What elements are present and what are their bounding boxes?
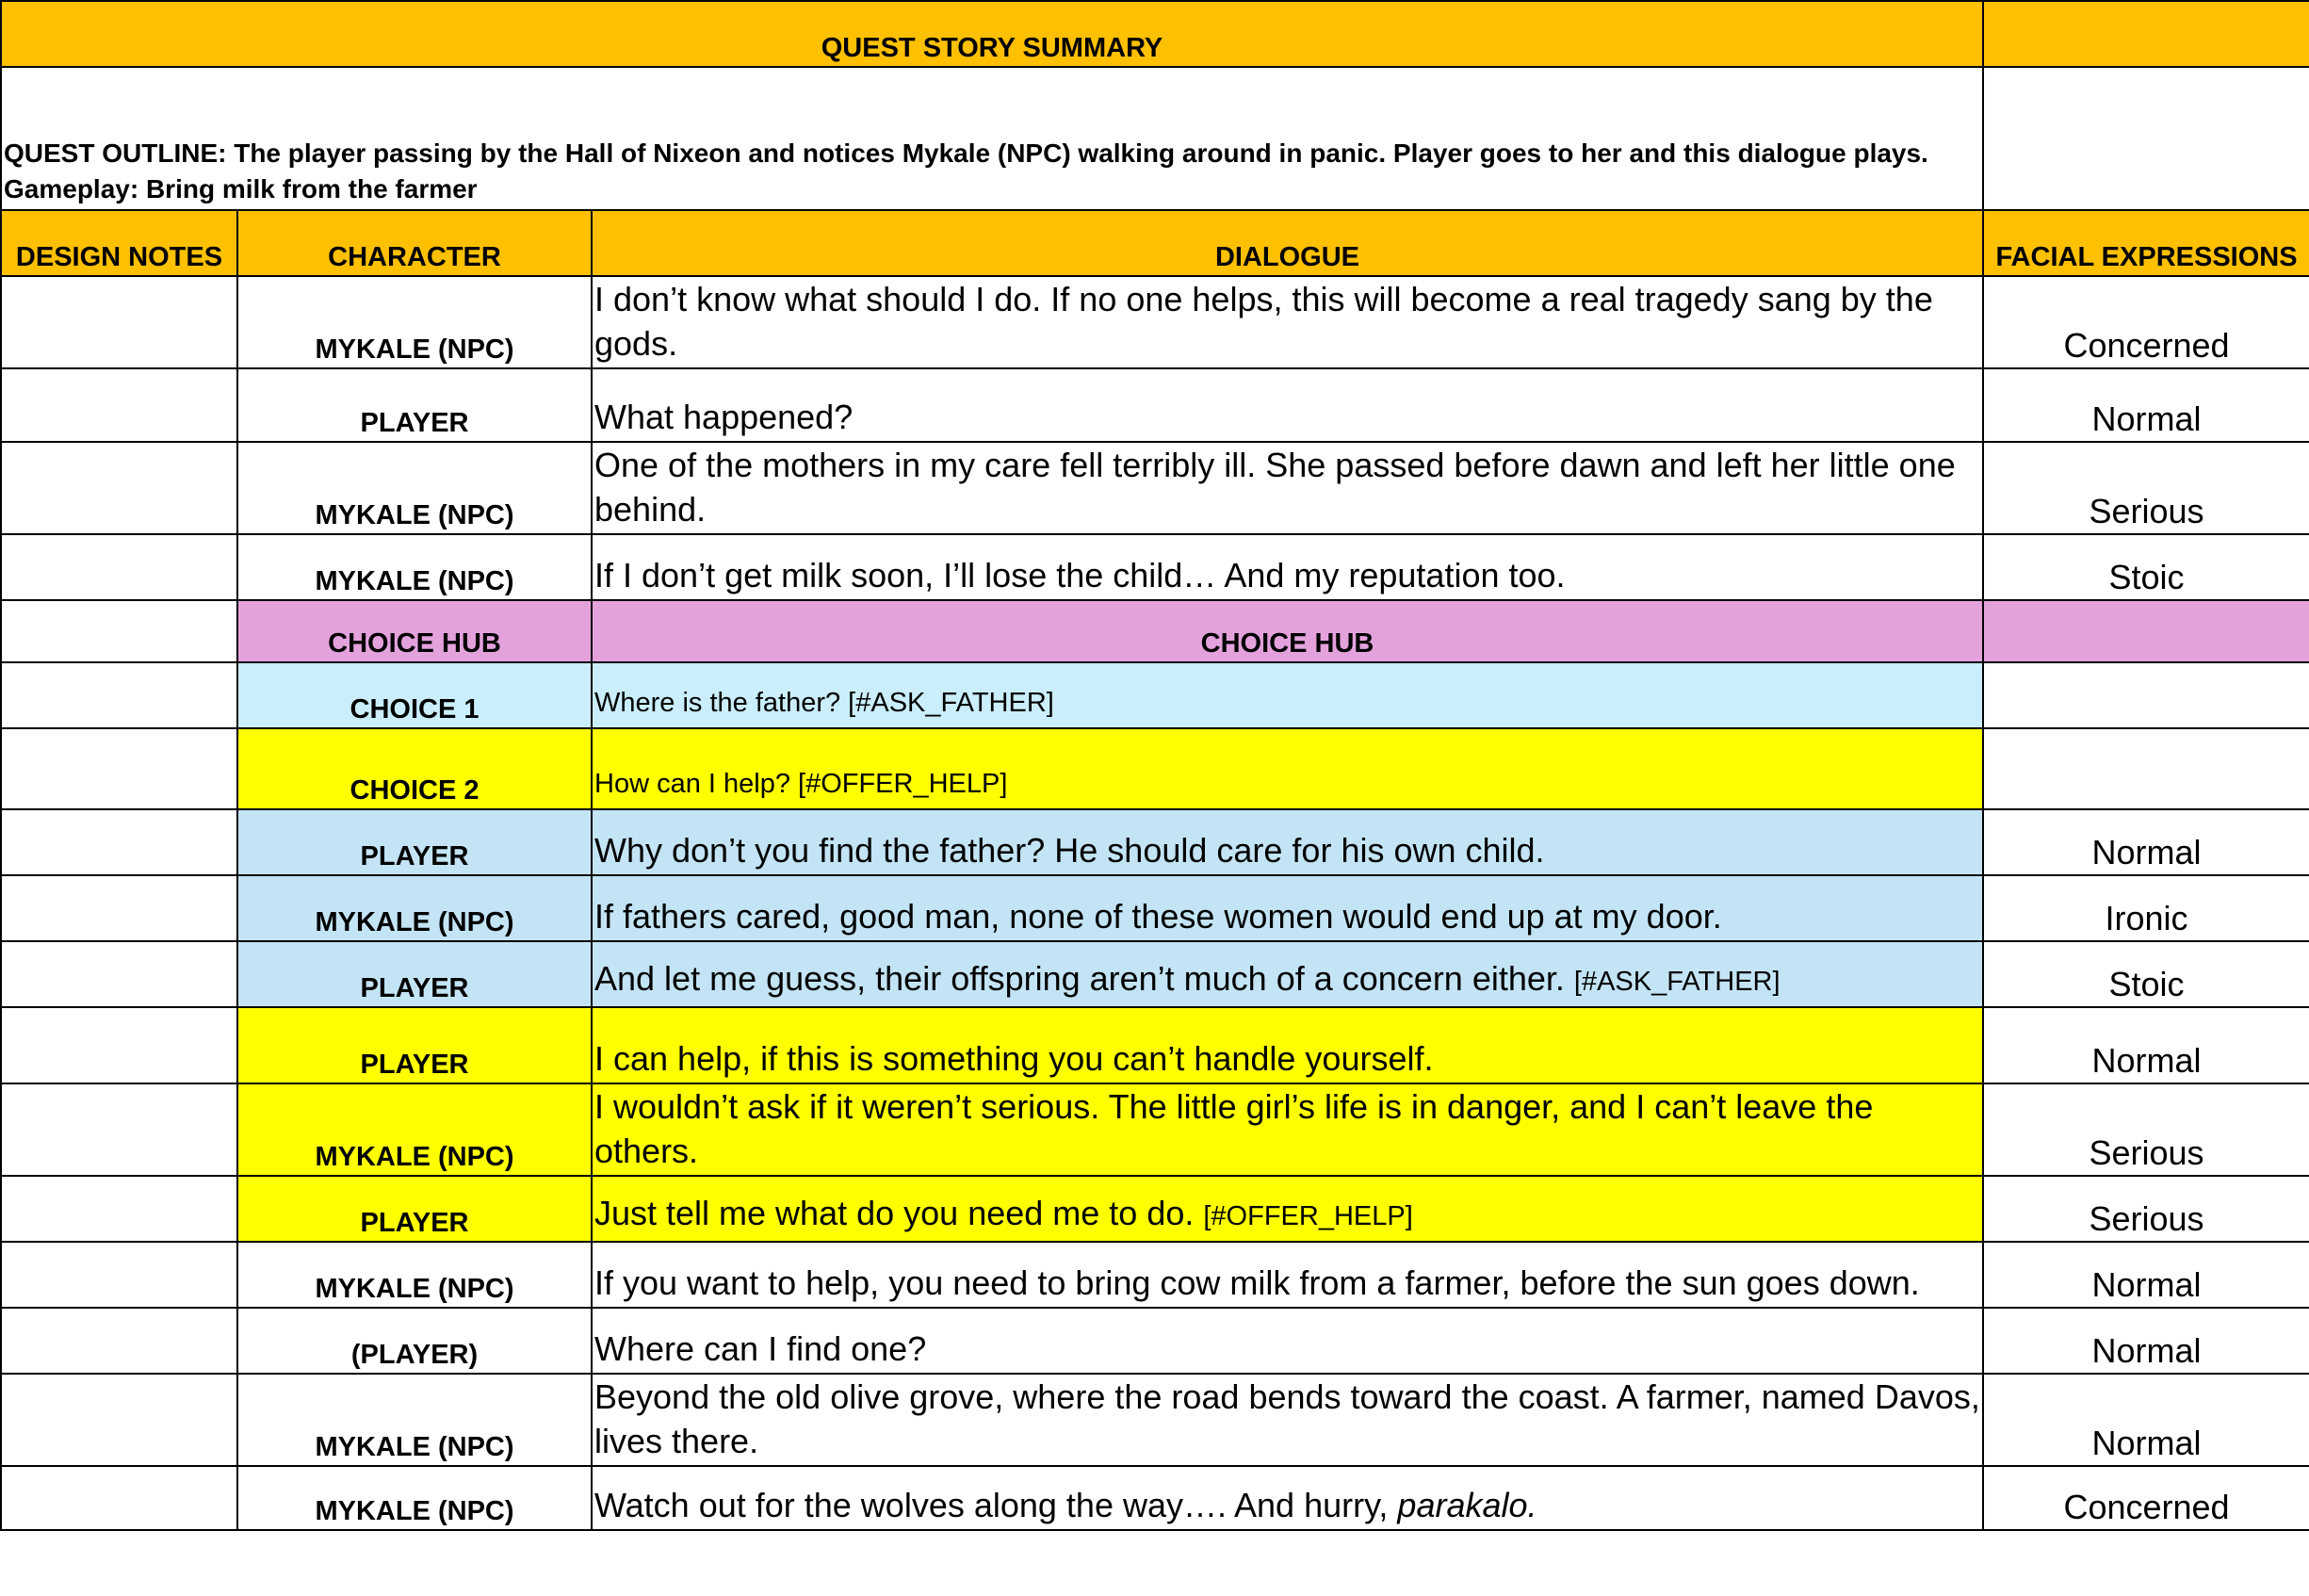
dialogue-cell[interactable]: I wouldn’t ask if it weren’t serious. The little girl’s life is in danger, and I can’t leave the others. bbox=[592, 1083, 1983, 1176]
offer-help-tag: [#OFFER_HELP] bbox=[1203, 1201, 1413, 1231]
design-notes-header[interactable]: DESIGN NOTES bbox=[1, 210, 237, 276]
dialogue-cell[interactable]: One of the mothers in my care fell terribly ill. She passed before dawn and left her little one behind. bbox=[592, 442, 1983, 534]
design-notes-cell[interactable] bbox=[1, 662, 237, 728]
dialogue-cell[interactable]: Why don’t you find the father? He should care for his own child. bbox=[592, 809, 1983, 875]
expression-cell[interactable] bbox=[1983, 662, 2309, 728]
expression-cell[interactable]: Normal bbox=[1983, 1007, 2309, 1083]
facial-expressions-header[interactable]: FACIAL EXPRESSIONS bbox=[1983, 210, 2309, 276]
table-row bbox=[1, 276, 2309, 368]
table-row bbox=[1, 1083, 2309, 1176]
dialogue-cell[interactable]: Where can I find one? bbox=[592, 1308, 1983, 1374]
dialogue-cell[interactable] bbox=[592, 1466, 1983, 1530]
character-cell[interactable]: MYKALE (NPC) bbox=[237, 442, 592, 534]
header-row bbox=[1, 210, 2309, 276]
expression-cell[interactable]: Ironic bbox=[1983, 875, 2309, 941]
choice-hub-row bbox=[1, 600, 2309, 662]
table-row bbox=[1, 1308, 2309, 1374]
choice-row bbox=[1, 728, 2309, 809]
expression-cell[interactable]: Normal bbox=[1983, 1308, 2309, 1374]
dialogue-cell[interactable]: I don’t know what should I do. If no one helps, this will become a real tragedy sang by the gods. bbox=[592, 276, 1983, 368]
quest-outline-text: QUEST OUTLINE: The player passing by the Hall of Nixeon and notices Mykale (NPC) walking around in panic. Player goes to her and this dialogue plays. bbox=[4, 138, 1928, 168]
character-cell[interactable]: MYKALE (NPC) bbox=[237, 276, 592, 368]
expression-cell[interactable]: Serious bbox=[1983, 1083, 2309, 1176]
gameplay-text: Gameplay: Bring milk from the farmer bbox=[4, 174, 478, 204]
design-notes-cell[interactable] bbox=[1, 534, 237, 600]
expression-cell[interactable]: Normal bbox=[1983, 1374, 2309, 1466]
dialogue-cell[interactable]: If I don’t get milk soon, I’ll lose the child… And my reputation too. bbox=[592, 534, 1983, 600]
expression-cell[interactable]: Concerned bbox=[1983, 276, 2309, 368]
table-row bbox=[1, 1466, 2309, 1530]
design-notes-cell[interactable] bbox=[1, 1242, 237, 1308]
table-row bbox=[1, 941, 2309, 1007]
table-row bbox=[1, 1374, 2309, 1466]
expression-cell[interactable]: Concerned bbox=[1983, 1466, 2309, 1530]
table-row bbox=[1, 368, 2309, 442]
table-row bbox=[1, 534, 2309, 600]
design-notes-cell[interactable] bbox=[1, 1466, 237, 1530]
expression-cell[interactable]: Serious bbox=[1983, 442, 2309, 534]
design-notes-cell[interactable] bbox=[1, 600, 237, 662]
expression-cell[interactable]: Normal bbox=[1983, 368, 2309, 442]
character-cell[interactable]: MYKALE (NPC) bbox=[237, 1466, 592, 1530]
character-cell[interactable]: MYKALE (NPC) bbox=[237, 1083, 592, 1176]
character-cell[interactable]: MYKALE (NPC) bbox=[237, 875, 592, 941]
parakalo-italic: parakalo. bbox=[1397, 1486, 1537, 1524]
design-notes-cell[interactable] bbox=[1, 1308, 237, 1374]
title-side-cell[interactable] bbox=[1983, 1, 2309, 67]
dialogue-cell[interactable]: If you want to help, you need to bring cow milk from a farmer, before the sun goes down. bbox=[592, 1242, 1983, 1308]
choice-hub-expression-cell[interactable] bbox=[1983, 600, 2309, 662]
character-cell[interactable]: (PLAYER) bbox=[237, 1308, 592, 1374]
choice-2-text[interactable]: How can I help? [#OFFER_HELP] bbox=[592, 728, 1983, 809]
design-notes-cell[interactable] bbox=[1, 809, 237, 875]
design-notes-cell[interactable] bbox=[1, 1083, 237, 1176]
quest-summary-title[interactable]: QUEST STORY SUMMARY bbox=[1, 1, 1983, 67]
design-notes-cell[interactable] bbox=[1, 1007, 237, 1083]
character-cell[interactable]: PLAYER bbox=[237, 809, 592, 875]
expression-cell[interactable]: Stoic bbox=[1983, 534, 2309, 600]
quest-outline-cell[interactable] bbox=[1, 67, 1983, 210]
design-notes-cell[interactable] bbox=[1, 442, 237, 534]
dialogue-text: Just tell me what do you need me to do. bbox=[594, 1194, 1204, 1232]
choice-row bbox=[1, 662, 2309, 728]
table-row bbox=[1, 1007, 2309, 1083]
table-row bbox=[1, 1242, 2309, 1308]
dialogue-cell[interactable]: I can help, if this is something you can’t handle yourself. bbox=[592, 1007, 1983, 1083]
ask-father-tag: [#ASK_FATHER] bbox=[1573, 967, 1781, 997]
table-row bbox=[1, 442, 2309, 534]
expression-cell[interactable]: Normal bbox=[1983, 1242, 2309, 1308]
dialogue-text: Watch out for the wolves along the way…. And hurry, bbox=[594, 1486, 1398, 1524]
dialogue-cell[interactable] bbox=[592, 1176, 1983, 1242]
dialogue-text: And let me guess, their offspring aren’t much of a concern either. bbox=[594, 959, 1574, 998]
outline-side-cell[interactable] bbox=[1983, 67, 2309, 210]
design-notes-cell[interactable] bbox=[1, 875, 237, 941]
choice-1-text[interactable]: Where is the father? [#ASK_FATHER] bbox=[592, 662, 1983, 728]
character-cell[interactable]: MYKALE (NPC) bbox=[237, 534, 592, 600]
dialogue-header[interactable]: DIALOGUE bbox=[592, 210, 1983, 276]
expression-cell[interactable]: Normal bbox=[1983, 809, 2309, 875]
design-notes-cell[interactable] bbox=[1, 1176, 237, 1242]
choice-2-label[interactable]: CHOICE 2 bbox=[237, 728, 592, 809]
expression-cell[interactable] bbox=[1983, 728, 2309, 809]
title-row bbox=[1, 1, 2309, 67]
dialogue-cell[interactable] bbox=[592, 941, 1983, 1007]
table-row bbox=[1, 875, 2309, 941]
character-cell[interactable]: PLAYER bbox=[237, 1007, 592, 1083]
expression-cell[interactable]: Serious bbox=[1983, 1176, 2309, 1242]
design-notes-cell[interactable] bbox=[1, 368, 237, 442]
design-notes-cell[interactable] bbox=[1, 728, 237, 809]
dialogue-cell[interactable]: If fathers cared, good man, none of these women would end up at my door. bbox=[592, 875, 1983, 941]
dialogue-cell[interactable]: What happened? bbox=[592, 368, 1983, 442]
design-notes-cell[interactable] bbox=[1, 941, 237, 1007]
design-notes-cell[interactable] bbox=[1, 1374, 237, 1466]
table-row bbox=[1, 1176, 2309, 1242]
choice-hub-dialogue-cell[interactable]: CHOICE HUB bbox=[592, 600, 1983, 662]
outline-row bbox=[1, 67, 2309, 210]
design-notes-cell[interactable] bbox=[1, 276, 237, 368]
expression-cell[interactable]: Stoic bbox=[1983, 941, 2309, 1007]
choice-1-label[interactable]: CHOICE 1 bbox=[237, 662, 592, 728]
character-cell[interactable]: MYKALE (NPC) bbox=[237, 1374, 592, 1466]
table-row bbox=[1, 809, 2309, 875]
dialogue-cell[interactable]: Beyond the old olive grove, where the road bends toward the coast. A farmer, named Davos, lives there. bbox=[592, 1374, 1983, 1466]
choice-hub-character-cell[interactable]: CHOICE HUB bbox=[237, 600, 592, 662]
character-cell[interactable]: PLAYER bbox=[237, 941, 592, 1007]
character-cell[interactable]: PLAYER bbox=[237, 1176, 592, 1242]
character-cell[interactable]: PLAYER bbox=[237, 368, 592, 442]
character-cell[interactable]: MYKALE (NPC) bbox=[237, 1242, 592, 1308]
character-header[interactable]: CHARACTER bbox=[237, 210, 592, 276]
